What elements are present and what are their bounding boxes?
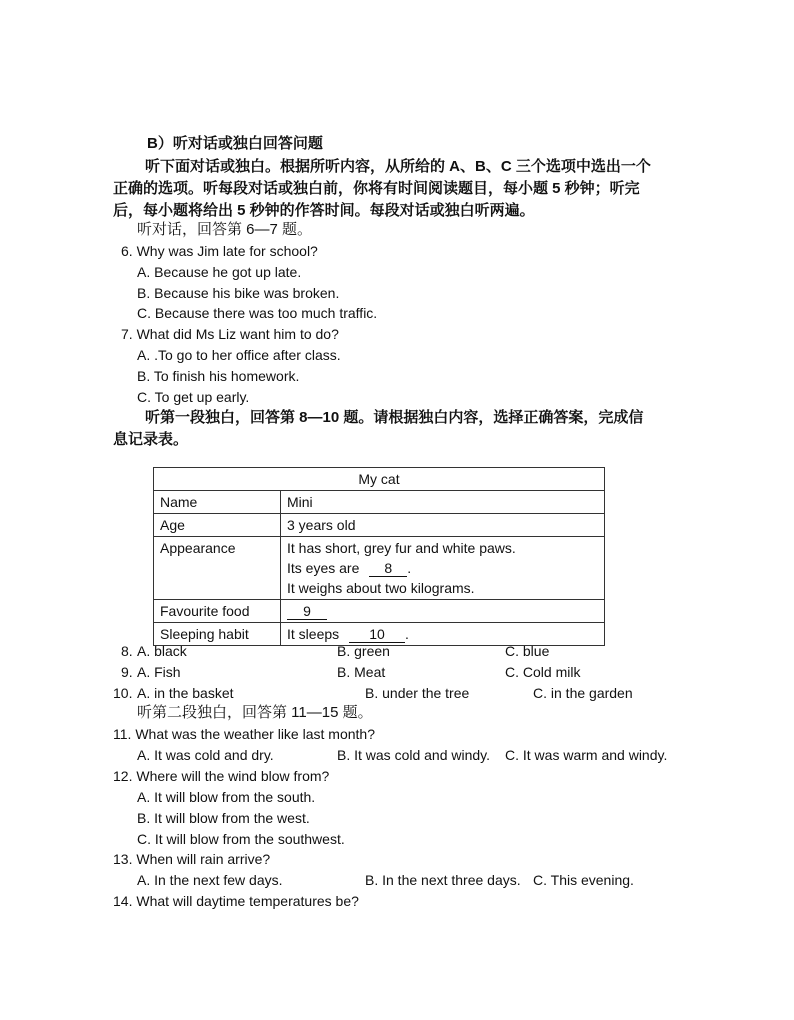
monologue1-intro-line-1: 听第一段独白，回答第 8—10 题。请根据独白内容，选择正确答案，完成信 bbox=[145, 409, 644, 426]
q12-option-a: A. It will blow from the south. bbox=[137, 789, 316, 805]
q12-option-c: C. It will blow from the southwest. bbox=[137, 831, 345, 847]
blank-8: 8 bbox=[369, 560, 407, 577]
q12-option-b: B. It will blow from the west. bbox=[137, 810, 310, 826]
q6-option-a: A. Because he got up late. bbox=[137, 264, 302, 280]
row-value-age: 3 years old bbox=[281, 514, 605, 537]
q8-option-c: C. blue bbox=[505, 643, 550, 659]
row-value-sleep bbox=[281, 623, 605, 646]
question-7: 7. What did Ms Liz want him to do? bbox=[121, 326, 339, 342]
q8-option-a: A. black bbox=[137, 643, 187, 659]
q7-option-a: A. .To go to her office after class. bbox=[137, 347, 341, 363]
row-label-food: Favourite food bbox=[154, 600, 281, 623]
appearance-line-3: It weighs about two kilograms. bbox=[287, 580, 475, 596]
q13-option-a: A. In the next few days. bbox=[137, 872, 283, 888]
instruction-line-2: 正确的选项。听每段对话或独白前，你将有时间阅读题目，每小题 5 秒钟；听完 bbox=[113, 180, 640, 197]
q10-option-c: C. in the garden bbox=[533, 685, 633, 701]
appearance-line-2-prefix: Its eyes are bbox=[287, 560, 360, 576]
row-label-sleep: Sleeping habit bbox=[154, 623, 281, 646]
appearance-line-2 bbox=[287, 558, 598, 578]
q7-option-c: C. To get up early. bbox=[137, 389, 250, 405]
q13-option-b: B. In the next three days. bbox=[365, 872, 521, 888]
q11-option-a: A. It was cold and dry. bbox=[137, 747, 274, 763]
q10-option-a: A. in the basket bbox=[137, 685, 234, 701]
q10-number: 10. bbox=[113, 685, 133, 701]
dialogue-intro: 听对话，回答第 6—7 题。 bbox=[137, 221, 313, 238]
sleep-prefix: It sleeps bbox=[287, 626, 340, 642]
cat-info-table bbox=[153, 467, 605, 646]
q10-option-b: B. under the tree bbox=[365, 685, 470, 701]
table-title: My cat bbox=[154, 468, 605, 491]
row-label-appearance: Appearance bbox=[154, 537, 281, 600]
table-row bbox=[154, 514, 605, 537]
monologue2-intro: 听第二段独白，回答第 11—15 题。 bbox=[137, 704, 373, 721]
q9-option-c: C. Cold milk bbox=[505, 664, 581, 680]
question-14: 14. What will daytime temperatures be? bbox=[113, 893, 359, 909]
question-12: 12. Where will the wind blow from? bbox=[113, 768, 330, 784]
instruction-line-3: 后，每小题将给出 5 秒钟的作答时间。每段对话或独白听两遍。 bbox=[113, 202, 535, 219]
q6-option-b: B. Because his bike was broken. bbox=[137, 285, 340, 301]
appearance-line-1: It has short, grey fur and white paws. bbox=[287, 540, 516, 556]
instruction-line-1: 听下面对话或独白。根据所听内容，从所给的 A、B、C 三个选项中选出一个 bbox=[145, 158, 651, 175]
blank-10: 10 bbox=[349, 626, 405, 643]
row-value-appearance bbox=[281, 537, 605, 600]
q6-option-c: C. Because there was too much traffic. bbox=[137, 305, 378, 321]
appearance-line-2-suffix: . bbox=[407, 560, 412, 576]
table-row bbox=[154, 491, 605, 514]
q9-number: 9. bbox=[121, 664, 133, 680]
monologue1-intro-line-2: 息记录表。 bbox=[113, 431, 189, 448]
question-11: 11. What was the weather like last month? bbox=[113, 726, 375, 742]
row-label-age: Age bbox=[154, 514, 281, 537]
q11-option-b: B. It was cold and windy. bbox=[337, 747, 491, 763]
row-label-name: Name bbox=[154, 491, 281, 514]
table-row bbox=[154, 600, 605, 623]
question-6: 6. Why was Jim late for school? bbox=[121, 243, 318, 259]
question-13: 13. When will rain arrive? bbox=[113, 851, 271, 867]
table-row bbox=[154, 537, 605, 600]
q9-option-b: B. Meat bbox=[337, 664, 386, 680]
q8-number: 8. bbox=[121, 643, 133, 659]
sleep-suffix: . bbox=[405, 626, 409, 642]
q8-option-b: B. green bbox=[337, 643, 390, 659]
q13-option-c: C. This evening. bbox=[533, 872, 634, 888]
q11-option-c: C. It was warm and windy. bbox=[505, 747, 668, 763]
q9-option-a: A. Fish bbox=[137, 664, 181, 680]
section-title: B）听对话或独白回答问题 bbox=[147, 135, 323, 152]
row-value-name: Mini bbox=[281, 491, 605, 514]
blank-9: 9 bbox=[287, 603, 327, 620]
row-value-food bbox=[281, 600, 605, 623]
q7-option-b: B. To finish his homework. bbox=[137, 368, 300, 384]
